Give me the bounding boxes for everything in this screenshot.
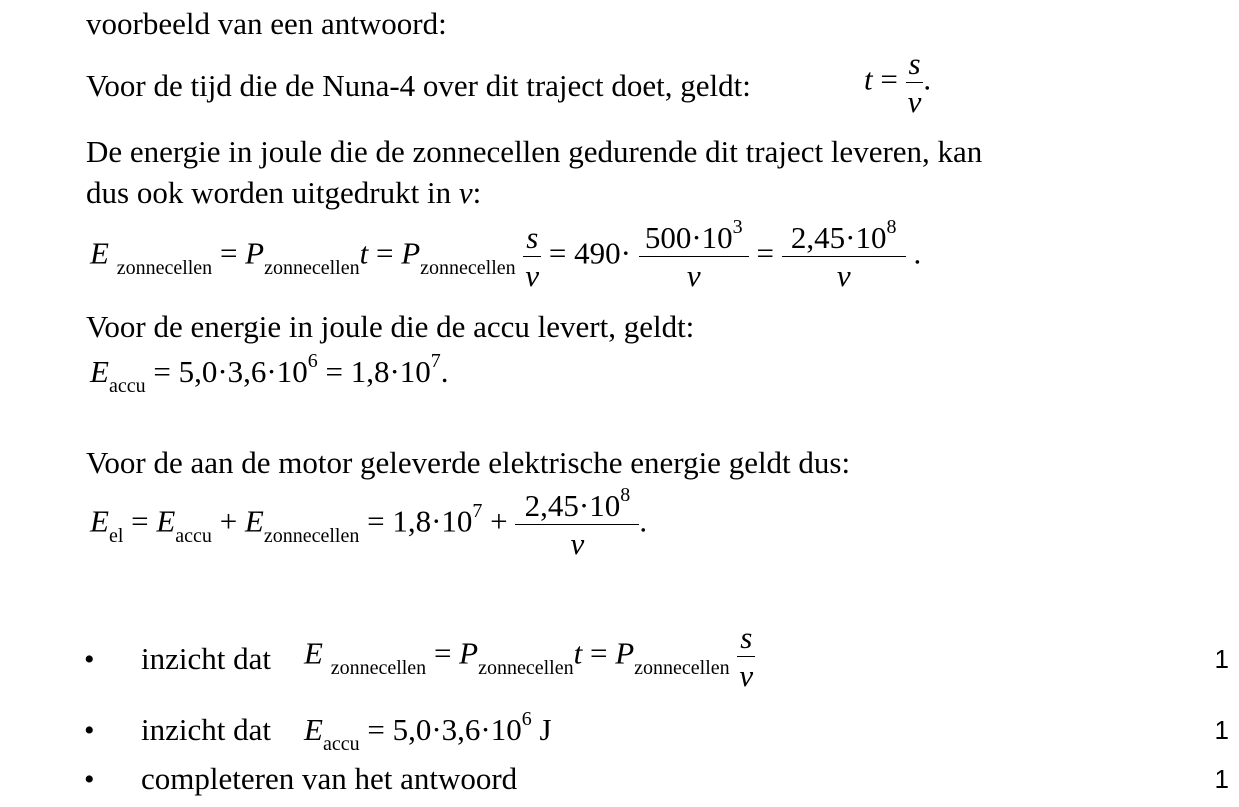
intro-text: voorbeeld van een antwoord: [86, 6, 447, 41]
bullet-formula-2: $E_{accu} = 5,0\cdot 3,6\cdot 10^6$ J [304, 708, 552, 755]
bullet-marker-3: • [84, 763, 95, 796]
bullet-text-2: inzicht dat [141, 712, 271, 747]
energy-sentence-line2: dus ook worden uitgedrukt in v: [86, 175, 482, 210]
score-1: 1 [1214, 644, 1229, 674]
motor-sentence: Voor de aan de motor geleverde elektrische energie geldt dus: [86, 445, 851, 480]
bullet-formula-1: E $_{zonnecellen} = P_{zonnecellen}t = P_{zonnecellen}$ $\frac{s}{v}$ [304, 620, 754, 693]
bullet-marker-1: • [84, 643, 95, 676]
score-2: 1 [1214, 715, 1229, 745]
formula-energy-accu: $E_{accu} = 5,0\cdot 3,6\cdot 10^6 = 1,8\cdot 10^7$. [90, 350, 449, 397]
formula-time: t = $\frac{s}{v}$ . [864, 46, 932, 119]
bullet-marker-2: • [84, 714, 95, 747]
energy-sentence-line1: De energie in joule die de zonnecellen gedurende dit traject leveren, kan [86, 134, 983, 169]
bullet-text-1: inzicht dat [141, 641, 271, 676]
accu-sentence: Voor de energie in joule die de accu levert, geldt: [86, 309, 695, 344]
formula-energy-el: $E_{el} = E_{accu} + E_{zonnecellen} = 1,8\cdot 10^7$ + $\frac{2,45\cdot 10^8}{v}$ . [90, 484, 648, 561]
bullet-text-3: completeren van het antwoord [141, 761, 518, 796]
time-sentence: Voor de tijd die de Nuna-4 over dit traject doet, geldt: [86, 68, 751, 103]
formula-energy-zonnecellen: E $_{zonnecellen} = P_{zonnecellen}t = P_{zonnecellen}$ $\frac{s}{v}$ = 490· $\frac{500\cdot 10^3}{v}$ = $\frac{2,45\cdot 10^8}{v}$ . [90, 216, 922, 293]
score-3: 1 [1214, 764, 1229, 794]
